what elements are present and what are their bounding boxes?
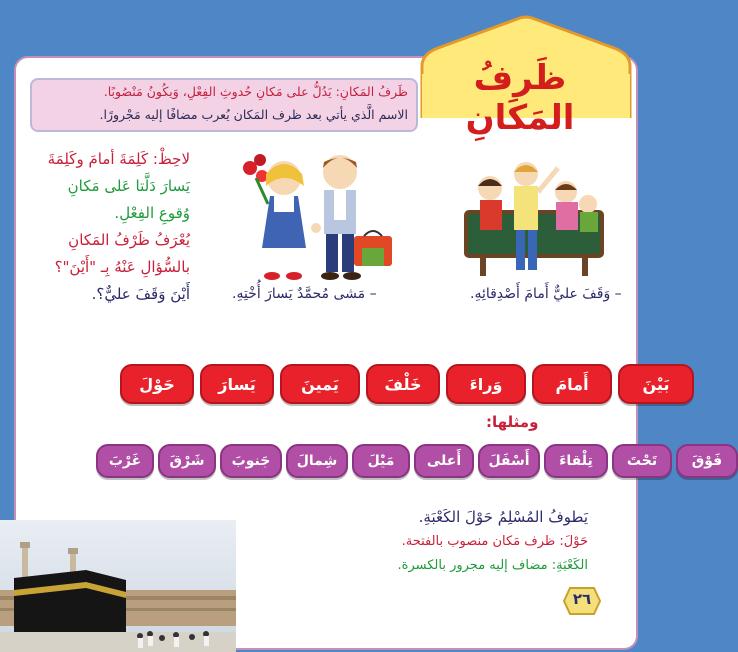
friends-group-illustration	[460, 152, 608, 282]
note-line-5: بالسُّؤالِ عَنْهُ بِـ "أَيْنَ"؟	[54, 258, 190, 276]
example-block	[258, 508, 588, 582]
page-number: ٢٦	[572, 590, 592, 608]
adverb-tag: حَوْلَ	[120, 364, 194, 404]
adverb-tag: فَوْقَ	[676, 444, 738, 478]
adverb-tag: تَحْتَ	[612, 444, 672, 478]
adverb-tag: يَسارَ	[200, 364, 274, 404]
example-parse-1: حَوْلَ: ظرف مَكان منصوب بالفتحة.	[401, 534, 588, 549]
note-line-4: يُعْرَفُ ظَرْفُ المَكانِ	[68, 231, 190, 249]
adverb-tag: مَيْلَ	[352, 444, 410, 478]
note-line-1: لاحِظْ: كَلِمَةَ أمامَ وكَلِمَةَ	[47, 150, 190, 168]
adverb-tag: أَمامَ	[532, 364, 612, 404]
adverb-tag: أَعلى	[414, 444, 474, 478]
adverb-tag: جَنوبَ	[220, 444, 282, 478]
adverb-tag: أَسْفَلَ	[478, 444, 540, 478]
caption-right: – وَقَفَ عليٌّ أَمامَ أَصْدِقائِهِ.	[470, 286, 622, 302]
caption-left: – مَشى مُحمَّدٌ يَسارَ أُخْتِهِ.	[232, 286, 377, 302]
adverb-tag: غَرْبَ	[96, 444, 154, 478]
adverb-tag: بَيْنَ	[618, 364, 694, 404]
note-line-6: أَيْنَ وَقَفَ عليٌّ؟.	[91, 285, 190, 303]
example-parse-2: الكَعْبَةِ: مضاف إليه مجرور بالكسرة.	[397, 558, 588, 573]
more-adverbs-row	[96, 444, 738, 478]
example-sentence: يَطوفُ المُسْلِمُ حَوْلَ الكَعْبَةِ.	[418, 508, 588, 526]
definition-box	[30, 78, 418, 132]
adverb-tag: شَرْقَ	[158, 444, 216, 478]
adverb-tag: يَمينَ	[280, 364, 360, 404]
boy-and-girl-illustration	[232, 148, 402, 286]
page-title: ظَرفُ المَكَانِ	[465, 58, 575, 138]
adverb-tag: وَراءَ	[446, 364, 526, 404]
adverb-tag: شِمالَ	[286, 444, 348, 478]
main-adverbs-row	[120, 364, 694, 404]
kaaba-photo	[0, 520, 236, 652]
definition-line-1: ظَرفُ المَكانِ: يَدُلُّ على مَكانِ حُدوثِ الفِعْلِ، وَيكُونُ مَنْصُوبًا.	[103, 84, 408, 99]
note-line-2: يَسارَ دَلَّتا عَلى مَكانِ	[67, 177, 190, 195]
adverb-tag: خَلْفَ	[366, 364, 440, 404]
examples-label: ومثلها:	[486, 413, 539, 431]
note-block	[40, 146, 190, 308]
adverb-tag: تِلْقاءَ	[544, 444, 608, 478]
definition-line-2: الاسم الَّذي يأتي بعد ظرف المَكان يُعرب مضافًا إليه مَجْرورًا.	[99, 107, 408, 122]
note-line-3: وُقوعِ الفِعْلِ.	[114, 204, 190, 222]
